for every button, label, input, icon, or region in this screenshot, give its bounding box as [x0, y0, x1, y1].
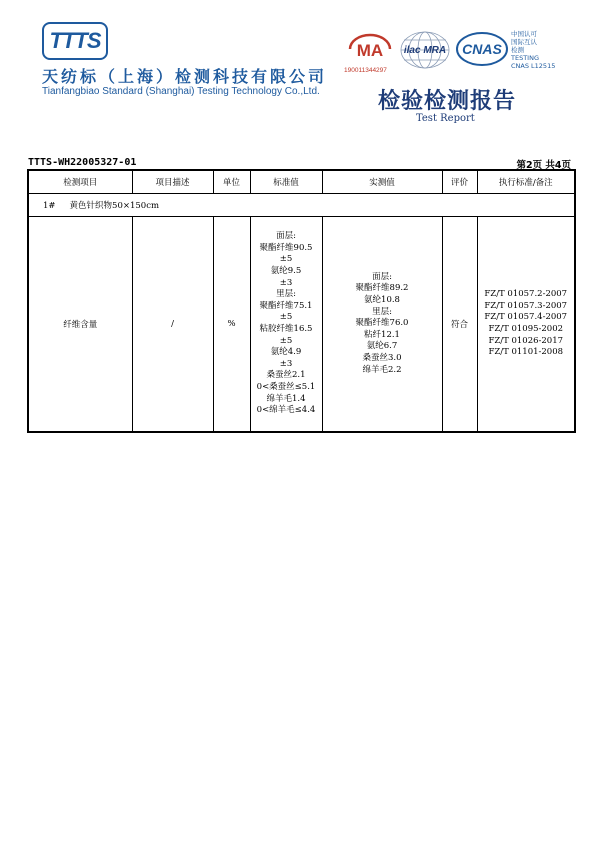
cma-seal-icon: [344, 32, 396, 66]
cnas-icon: [455, 30, 509, 68]
report-title-en: Test Report: [416, 113, 475, 124]
sample-cell: [28, 194, 575, 217]
logo-text: TTTS: [49, 28, 101, 53]
sample-row: [28, 194, 575, 217]
sample-description: 黄色针织物50×150cm: [69, 201, 160, 211]
report-id: TTTS-WH22005327-01: [28, 157, 137, 168]
evaluation-cell: 符合: [442, 217, 477, 433]
svg-text:MA: MA: [356, 41, 384, 60]
svg-text:ilac MRA: ilac MRA: [403, 45, 447, 56]
company-name-en: Tianfangbiao Standard (Shanghai) Testing Technology Co.,Ltd.: [42, 86, 320, 97]
cnas-accreditation-text: 中国认可 国际互认 检测 TESTING CNAS L12515: [511, 30, 556, 70]
table-header-row: [28, 170, 575, 194]
results-table: [27, 169, 576, 433]
column-header: 评价: [442, 170, 477, 194]
column-header: 项目描述: [132, 170, 213, 194]
page-indicator: 第2页 共4页: [516, 160, 571, 171]
column-header: 实测值: [322, 170, 442, 194]
sample-number: 1#: [43, 201, 56, 211]
ilac-mra-icon: [398, 28, 453, 72]
standard-reference-cell: FZ/T 01057.2-2007 FZ/T 01057.3-2007 FZ/T 01057.4-2007 FZ/T 01095-2002 FZ/T 01026-2017 FZ/T 01101-2008: [477, 217, 575, 433]
column-header: 单位: [213, 170, 250, 194]
measured-value-cell: 面层: 聚酯纤维89.2 氨纶10.8 里层: 聚酯纤维76.0 粘纤12.1 氨纶6.7 桑蚕丝3.0 绵羊毛2.2: [322, 217, 442, 433]
column-header: 检测项目: [28, 170, 132, 194]
svg-text:CNAS: CNAS: [462, 41, 502, 57]
item-description-cell: /: [132, 217, 213, 433]
report-title-cn: 检验检测报告: [378, 88, 517, 114]
test-item-cell: 纤维含量: [28, 217, 132, 433]
standard-value-cell: 面层: 聚酯纤维90.5 ±5 氨纶9.5 ±3 里层: 聚酯纤维75.1 ±5 粘胶纤维16.5 ±5 氨纶4.9 ±3 桑蚕丝2.1 0<桑蚕丝≤5.1 绵羊毛1.4 0<绵羊毛≤4.4: [250, 217, 322, 433]
unit-cell: %: [213, 217, 250, 433]
ttts-logo: [42, 22, 108, 60]
column-header: 标准值: [250, 170, 322, 194]
column-header: 执行标准/备注: [477, 170, 575, 194]
table-row: [28, 217, 575, 433]
cma-number: 190011344297: [344, 67, 387, 74]
company-name-cn: 天纺标（上海）检测科技有限公司: [42, 67, 328, 86]
